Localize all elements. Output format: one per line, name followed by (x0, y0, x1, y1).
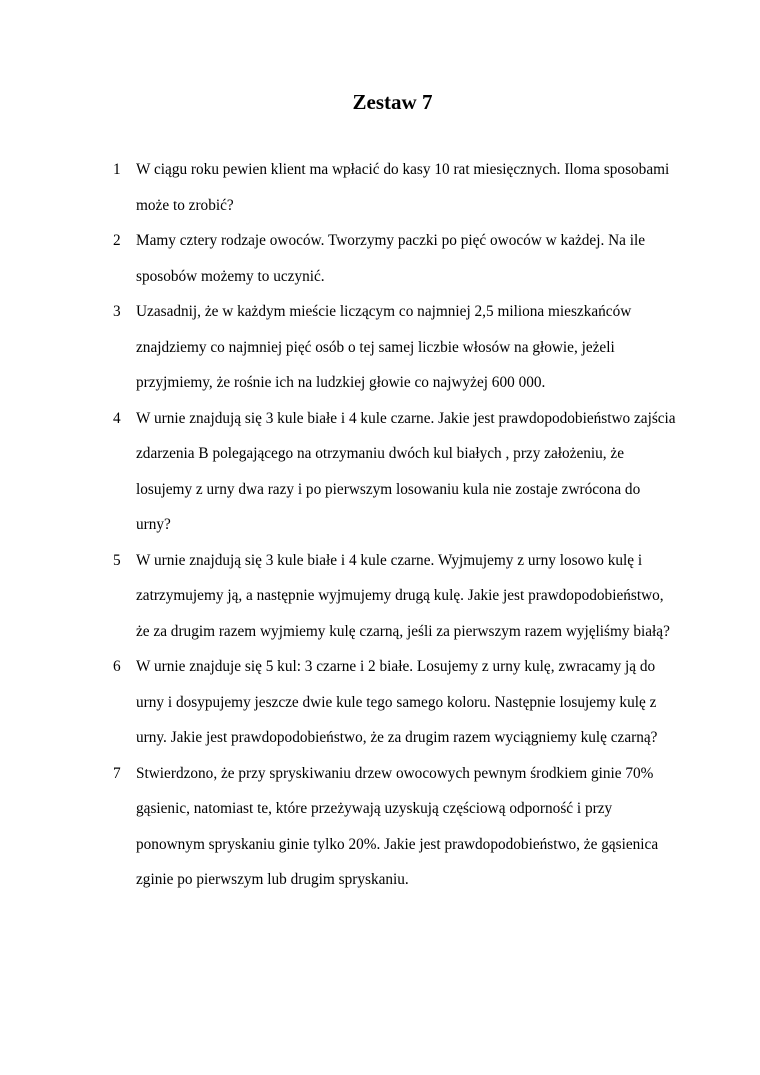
task-text: Uzasadnij, że w każdym mieście liczącym co najmniej 2,5 miliona mieszkańców znajdziemy co najmniej pięć osób o tej samej liczbie włosów na głowie, jeżeli przyjmiemy, że rośnie ich na ludzkiej głowie co najwyżej 600 000. (136, 303, 632, 391)
task-text: W urnie znajduje się 5 kul: 3 czarne i 2 białe. Losujemy z urny kulę, zwracamy ją do urny i dosypujemy jeszcze dwie kule tego samego koloru. Następnie losujemy kulę z urny. Jakie jest prawdopodobieństwo, że za drugim razem wyciągniemy kulę czarną? (136, 658, 658, 746)
task-number: 7 (113, 764, 121, 782)
task-text: W urnie znajdują się 3 kule białe i 4 kule czarne. Jakie jest prawdopodobieństwo zajścia zdarzenia B polegającego na otrzymaniu dwóch kul białych , przy założeniu, że losujemy z urny dwa razy i po pierwszym losowaniu kula nie zostaje zwrócona do urny? (136, 409, 676, 533)
task-text: W ciągu roku pewien klient ma wpłacić do kasy 10 rat miesięcznych. Iloma sposobami może to zrobić? (136, 161, 670, 214)
task-item (0, 294, 760, 401)
task-item (0, 756, 760, 898)
task-number: 2 (113, 232, 121, 249)
task-text: Mamy cztery rodzaje owoców. Tworzymy paczki po pięć owoców w każdej. Na ile sposobów możemy to uczynić. (136, 232, 646, 285)
task-text: Stwierdzono, że przy spryskiwaniu drzew owocowych pewnym środkiem ginie 70% gąsienic, natomiast te, które przeżywają uzyskują częściową odporność i przy ponownym spryskaniu ginie tylko 20%. Jakie jest prawdopodobieństwo, że gąsienica zginie po pierwszym lub drugim spryskaniu. (136, 764, 659, 888)
task-item (0, 152, 760, 223)
task-number: 3 (113, 303, 121, 320)
task-item (0, 649, 760, 756)
task-number: 5 (113, 551, 121, 569)
task-number: 4 (113, 409, 121, 427)
task-number: 1 (113, 161, 121, 178)
task-list (0, 152, 760, 898)
task-item (0, 401, 760, 543)
page-title: Zestaw 7 (352, 90, 433, 114)
task-item (0, 223, 760, 294)
task-number: 6 (113, 658, 121, 675)
task-item (0, 543, 760, 650)
task-text: W urnie znajdują się 3 kule białe i 4 kule czarne. Wyjmujemy z urny losowo kulę i zatrzymujemy ją, a następnie wyjmujemy drugą kulę. Jakie jest prawdopodobieństwo, że za drugim razem wyjmiemy kulę czarną, jeśli za pierwszym razem wyjęliśmy białą? (136, 551, 670, 640)
